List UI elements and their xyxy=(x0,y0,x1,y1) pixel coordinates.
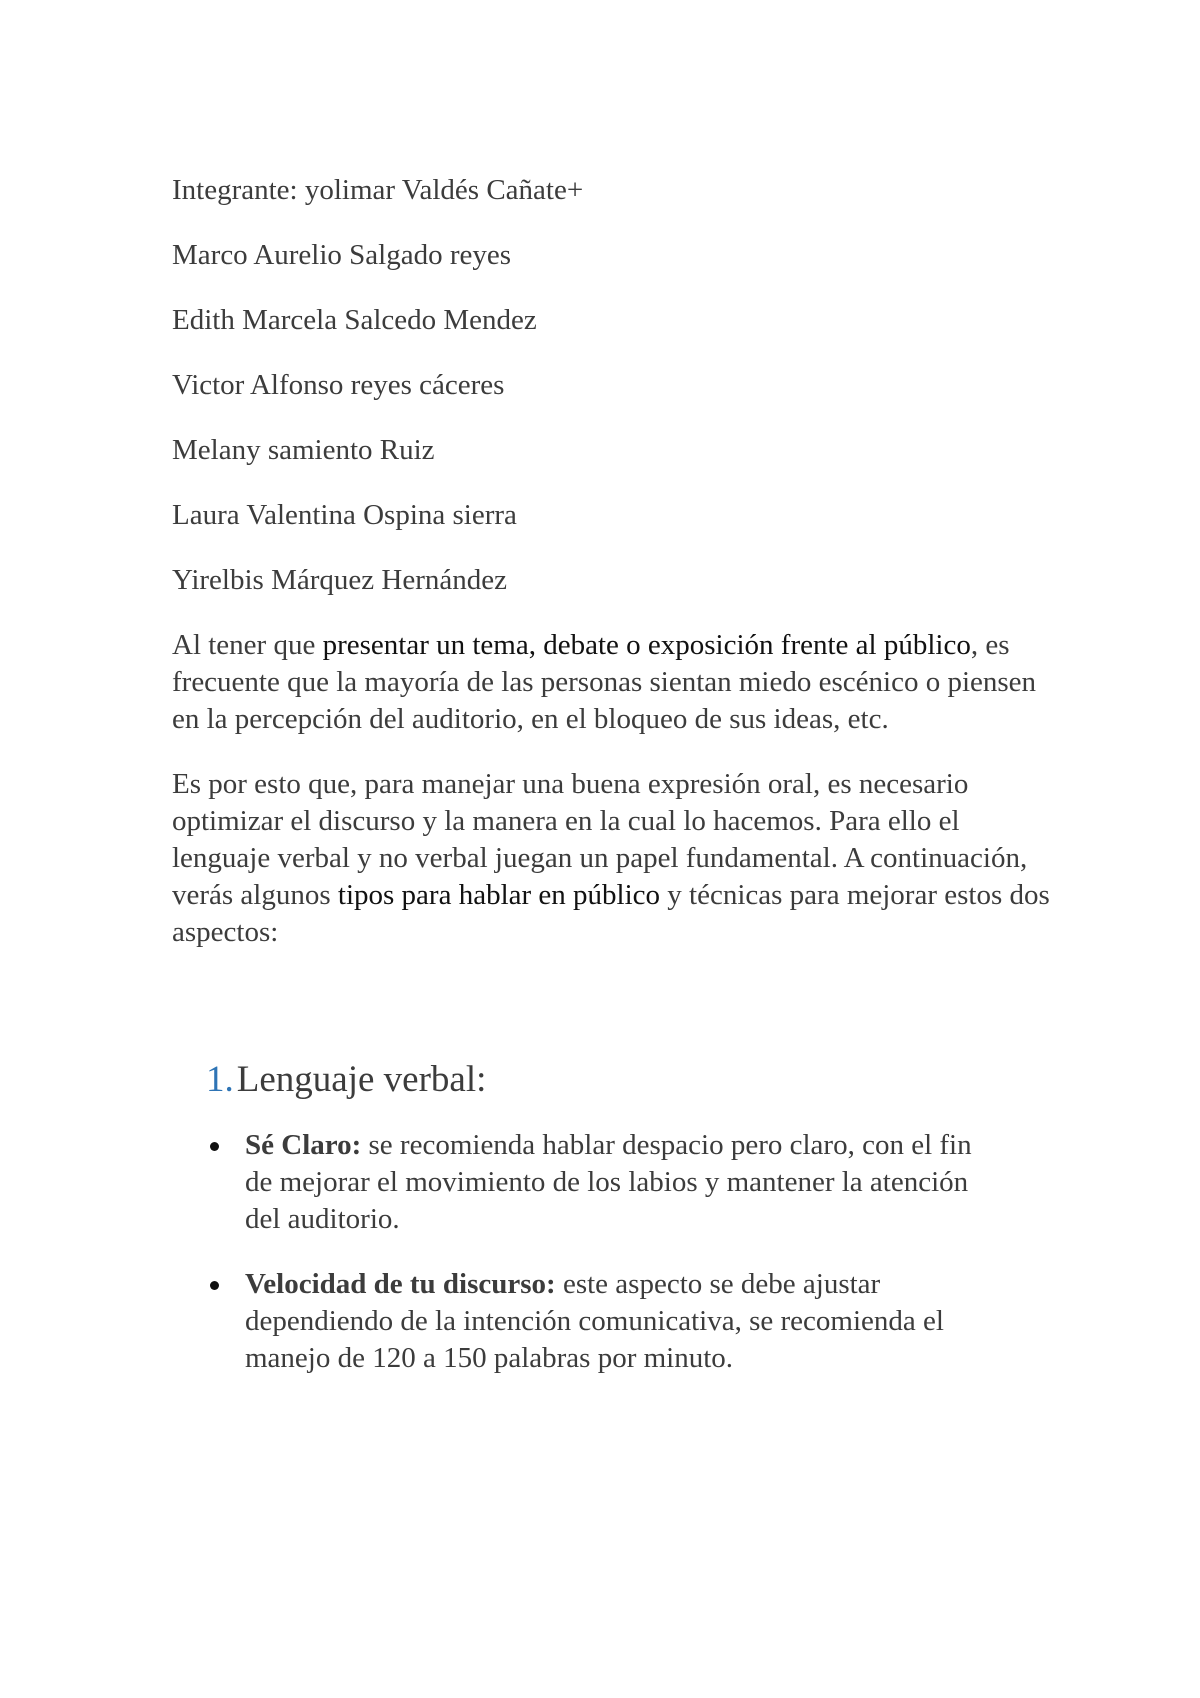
bullet-term: Sé Claro: xyxy=(245,1129,362,1161)
intro-p1-after: , es frecuente que la mayoría de las personas sientan miedo escénico o piensen en la percepción del auditorio, en el bloqueo de sus ideas, etc. xyxy=(172,629,1037,735)
member-name: Marco Aurelio Salgado reyes xyxy=(172,239,512,271)
member-name: Laura Valentina Ospina sierra xyxy=(172,499,517,531)
bullet-list xyxy=(172,1127,1052,1377)
bullet-icon xyxy=(210,1142,219,1151)
section-title: Lenguaje verbal: xyxy=(236,1059,487,1100)
member-name: Victor Alfonso reyes cáceres xyxy=(172,369,505,401)
intro-paragraph-1 xyxy=(172,627,1052,738)
bullet-text: este aspecto se debe ajustar dependiendo de la intención comunicativa, se recomienda el manejo de 120 a 150 palabras por minuto. xyxy=(245,1268,944,1374)
section-number: 1. xyxy=(206,1059,234,1100)
intro-paragraph-2 xyxy=(172,766,1052,951)
member-name: Edith Marcela Salcedo Mendez xyxy=(172,304,537,336)
intro-p1-highlight: presentar un tema, debate o exposición frente al público xyxy=(322,629,971,661)
bullet-icon xyxy=(210,1281,219,1290)
section-heading xyxy=(206,1058,1052,1102)
bullet-term: Velocidad de tu discurso: xyxy=(245,1268,556,1300)
intro-p2-after: y técnicas para mejorar estos dos aspectos: xyxy=(172,879,1050,948)
member-name: Integrante: yolimar Valdés Cañate+ xyxy=(172,174,584,206)
member-list xyxy=(172,172,1052,599)
intro-p2-before: Es por esto que, para manejar una buena expresión oral, es necesario optimizar el discurso y la manera en la cual lo hacemos. Para ello el lenguaje verbal y no verbal juegan un papel fundamental. A continuación, verás algunos xyxy=(172,768,1028,911)
document-page xyxy=(172,172,1052,1405)
list-item xyxy=(172,1266,1005,1377)
intro-p2-highlight: tipos para hablar en público xyxy=(337,879,661,911)
member-name: Melany samiento Ruiz xyxy=(172,434,435,466)
intro-p1-before: Al tener que xyxy=(172,629,323,661)
list-item xyxy=(172,1127,1005,1238)
bullet-text: se recomienda hablar despacio pero claro, con el fin de mejorar el movimiento de los labios y mantener la atención del auditorio. xyxy=(245,1129,972,1235)
member-name: Yirelbis Márquez Hernández xyxy=(172,564,507,596)
